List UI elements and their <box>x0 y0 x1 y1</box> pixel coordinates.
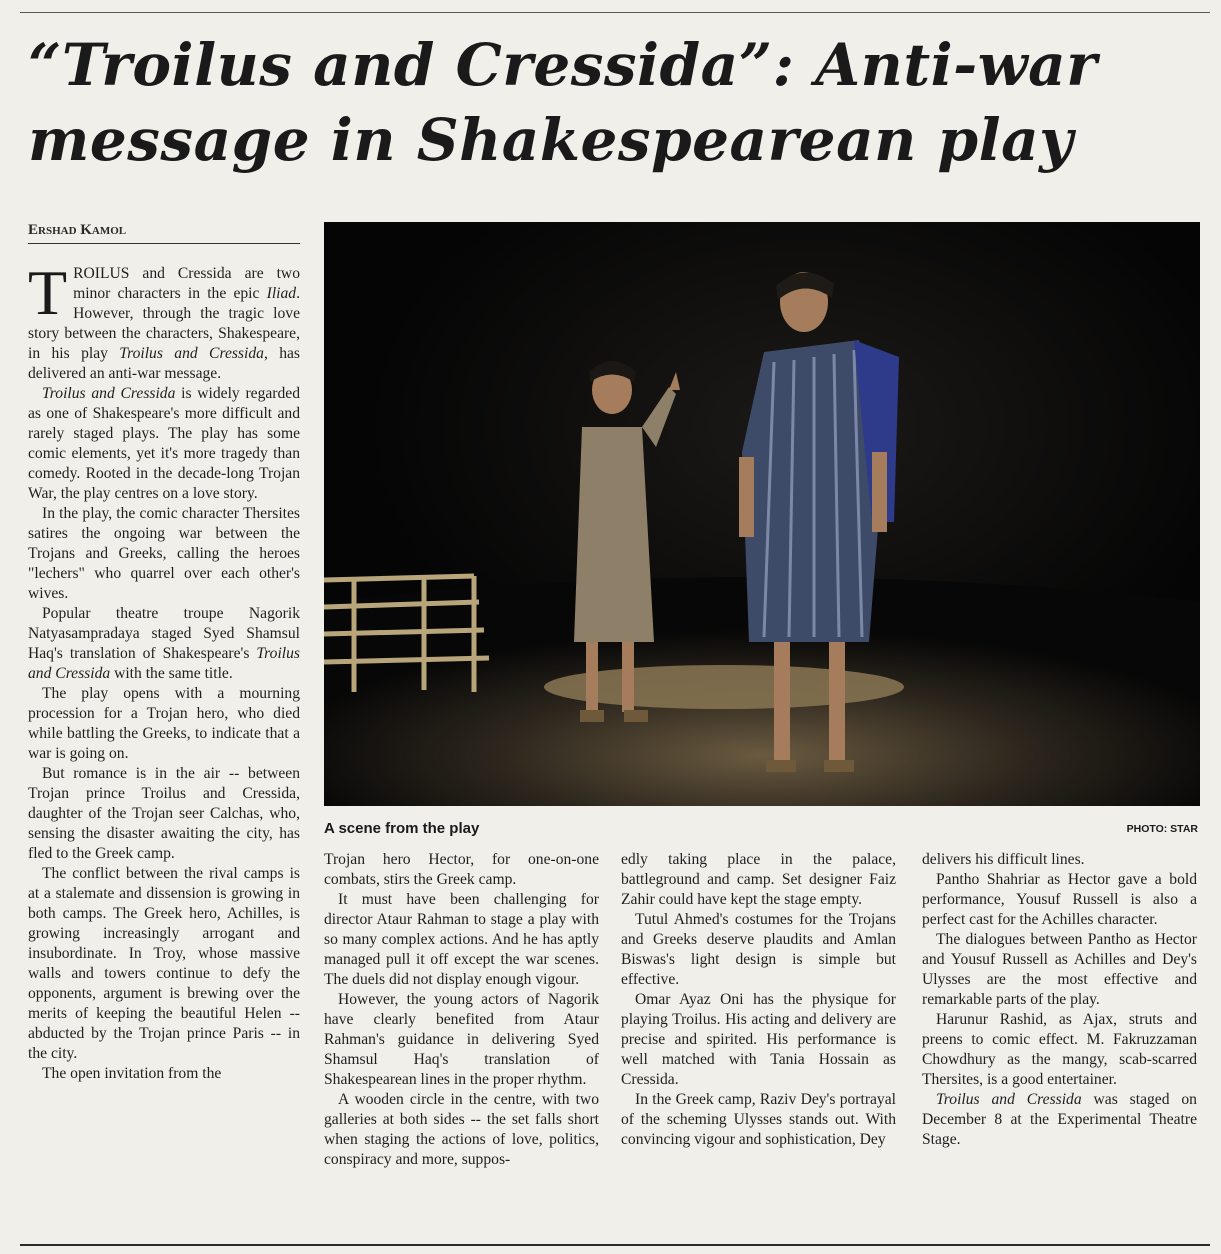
paragraph-10: It must have been challenging for director Ataur Rahman to stage a play with so many complex actions. And he has aptly managed pull it off except the war scenes. The duels did not display enough vigour. <box>324 891 599 988</box>
paragraph-2: Troilus and Cressida is widely regarded as one of Shakespeare's more difficult and rarely staged plays. The play has some comic elements, yet it's more tragedy than comedy. Rooted in the decade-long Trojan War, the play centres on a love story. <box>28 385 300 502</box>
paragraph-16: In the Greek camp, Raziv Dey's portrayal of the scheming Ulysses stands out. With convincing vigour and sophistication, Dey <box>621 1091 896 1148</box>
article-column-3 <box>621 850 896 1232</box>
drop-cap: T <box>28 264 68 328</box>
article-column-2 <box>324 850 599 1232</box>
stage-photo <box>324 222 1200 806</box>
photo-credit: PHOTO: STAR <box>1126 823 1198 835</box>
paragraph-21: Troilus and Cressida was staged on December 8 at the Experimental Theatre Stage. <box>922 1091 1197 1148</box>
article-column-1 <box>28 264 300 1232</box>
paragraph-15: Omar Ayaz Oni has the physique for playing Troilus. His acting and delivery are precise and spirited. His performance is well matched with Tania Hossain as Cressida. <box>621 991 896 1088</box>
paragraph-4: Popular theatre troupe Nagorik Natyasampradaya staged Syed Shamsul Haq's translation of Shakespeare's Troilus and Cressida with the same title. <box>28 605 300 682</box>
article-headline: “Troilus and Cressida”: Anti-war message in Shakespearean play <box>28 31 1098 174</box>
paragraph-5: The play opens with a mourning procession for a Trojan hero, who died while battling the Greeks, to indicate that a war is going on. <box>28 685 300 762</box>
article-column-4 <box>922 850 1197 1232</box>
paragraph-3: In the play, the comic character Thersites satires the ongoing war between the Trojans and Greeks, calling the heroes "lechers" who quarrel over each other's wives. <box>28 505 300 602</box>
paragraph-9: Trojan hero Hector, for one-on-one combats, stirs the Greek camp. <box>324 851 599 888</box>
paragraph-19: The dialogues between Pantho as Hector and Yousuf Russell as Achilles and Dey's Ulysses are the most effective and remarkable parts of the play. <box>922 931 1197 1008</box>
paragraph-11: However, the young actors of Nagorik have clearly benefited from Ataur Rahman's guidance in delivering Syed Shamsul Haq's translation of Shakespearean lines in the proper rhythm. <box>324 991 599 1088</box>
bottom-rule <box>20 1244 1210 1246</box>
paragraph-17: delivers his difficult lines. <box>922 851 1085 868</box>
top-rule <box>20 12 1210 13</box>
paragraph-1: TROILUS and Cressida are two minor characters in the epic Iliad. However, through the tragic love story between the characters, Shakespeare, in his play Troilus and Cressida, has delivered an anti-war message. <box>28 264 300 382</box>
paragraph-14: Tutul Ahmed's costumes for the Trojans and Greeks deserve plaudits and Amlan Biswas's light design is simple but effective. <box>621 911 896 988</box>
paragraph-8: The open invitation from the <box>42 1065 222 1082</box>
paragraph-6: But romance is in the air -- between Trojan prince Troilus and Cressida, daughter of the Trojan seer Calchas, who, sensing the disaster awaiting the city, has fled to the Greek camp. <box>28 765 300 862</box>
stage-photo-illustration <box>324 222 1200 806</box>
paragraph-13: edly taking place in the palace, battleground and camp. Set designer Faiz Zahir could have kept the stage empty. <box>621 851 896 908</box>
paragraph-7: The conflict between the rival camps is at a stalemate and dissension is growing in both camps. The Greek hero, Achilles, is growing increasingly arrogant and insubordinate. In Troy, whose massive walls and towers continue to defy the opponents, argument is brewing over the merits of keeping the beautiful Helen -- abducted by the Trojan prince Paris -- in the city. <box>28 865 300 1062</box>
paragraph-20: Harunur Rashid, as Ajax, struts and preens to comic effect. M. Fakruzzaman Chowdhury as the mangy, scab-scarred Thersites, is a good entertainer. <box>922 1011 1197 1088</box>
photo-caption: A scene from the play <box>324 820 480 837</box>
paragraph-18: Pantho Shahriar as Hector gave a bold performance, Yousuf Russell is also a perfect cast for the Achilles character. <box>922 871 1197 928</box>
byline: Ershad Kamol <box>28 222 300 244</box>
paragraph-12: A wooden circle in the centre, with two galleries at both sides -- the set falls short when staging the actions of love, politics, conspiracy and more, suppos- <box>324 1091 599 1168</box>
